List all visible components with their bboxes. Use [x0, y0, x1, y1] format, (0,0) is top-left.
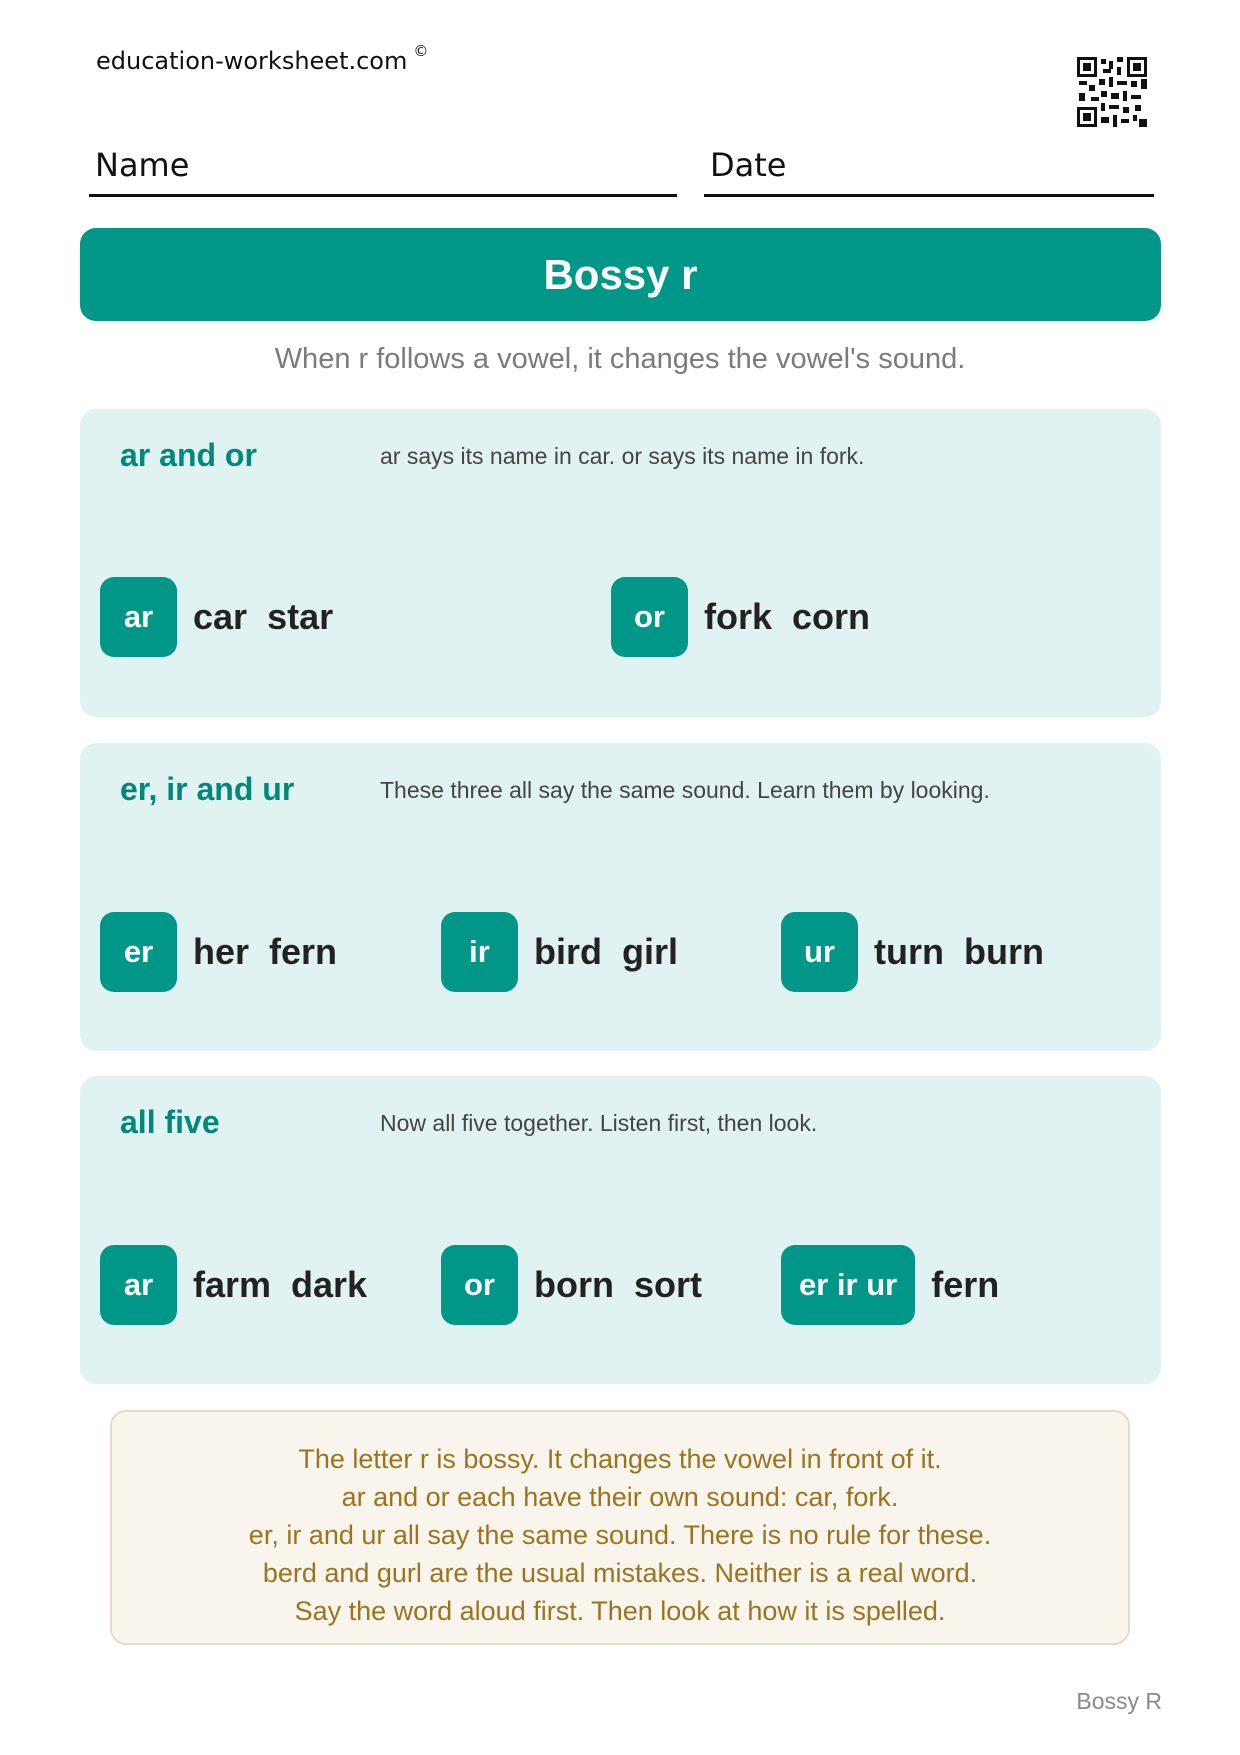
example-word: burn	[963, 931, 1044, 972]
tip-line: Say the word aloud first. Then look at how it is spelled.	[294, 1596, 946, 1626]
sound-tag: ir	[441, 912, 518, 992]
tip-line: ar and or each have their own sound: car, fork.	[341, 1482, 899, 1512]
example-word: fern	[931, 1264, 1000, 1305]
sound-tag: er ir ur	[781, 1245, 915, 1325]
section-note: ar says its name in car. or says its name in fork.	[380, 443, 865, 469]
sound-tag: ar	[100, 1245, 177, 1325]
section-title: ar and or	[120, 437, 257, 473]
sound-group	[441, 1245, 702, 1325]
section-er-ir-ur	[80, 743, 1161, 1051]
footer-label: Bossy R	[1076, 1688, 1162, 1714]
sound-group	[611, 577, 870, 657]
section-ar-or	[80, 409, 1161, 717]
tip-box	[110, 1410, 1130, 1645]
qr-code-icon	[1077, 57, 1147, 127]
sound-tag: ar	[100, 577, 177, 657]
example-word: born	[534, 1264, 614, 1305]
sound-tag: er	[100, 912, 177, 992]
example-word: car	[193, 596, 248, 637]
sound-group	[781, 1245, 999, 1325]
tip-line: The letter r is bossy. It changes the vowel in front of it.	[298, 1444, 942, 1474]
sound-group	[100, 1245, 367, 1325]
example-word: corn	[792, 596, 871, 637]
section-note: These three all say the same sound. Learn them by looking.	[380, 777, 990, 803]
sound-group	[441, 912, 678, 992]
example-word: turn	[874, 931, 944, 972]
date-label: Date	[710, 146, 787, 184]
section-title: all five	[120, 1104, 220, 1140]
worksheet-title: Bossy r	[80, 228, 1161, 321]
date-field[interactable]	[704, 136, 1154, 197]
sound-group	[100, 912, 337, 992]
worksheet-subtitle: When r follows a vowel, it changes the vowel's sound.	[274, 343, 966, 375]
example-word: dark	[291, 1264, 368, 1305]
example-word: star	[267, 596, 334, 637]
sound-tag: or	[441, 1245, 518, 1325]
tip-line: berd and gurl are the usual mistakes. Neither is a real word.	[262, 1558, 978, 1588]
name-field[interactable]	[89, 136, 677, 197]
section-note: Now all five together. Listen first, then look.	[380, 1110, 818, 1136]
sound-tag: ur	[781, 912, 858, 992]
example-word: farm	[193, 1264, 272, 1305]
sound-group	[781, 912, 1044, 992]
section-title: er, ir and ur	[120, 771, 295, 807]
example-word: fork	[704, 596, 773, 637]
example-word: her	[193, 931, 250, 972]
site-url-text: education-worksheet.com	[96, 47, 408, 75]
section-all-five	[80, 1076, 1161, 1384]
sound-tag: or	[611, 577, 688, 657]
tip-line: er, ir and ur all say the same sound. There is no rule for these.	[248, 1520, 992, 1550]
name-label: Name	[95, 146, 190, 184]
example-word: bird	[534, 931, 602, 972]
example-word: girl	[622, 931, 679, 972]
example-word: sort	[633, 1264, 702, 1305]
site-url	[96, 42, 429, 75]
sound-group	[100, 577, 333, 657]
example-word: fern	[269, 931, 338, 972]
copyright-mark: ©	[413, 42, 429, 60]
